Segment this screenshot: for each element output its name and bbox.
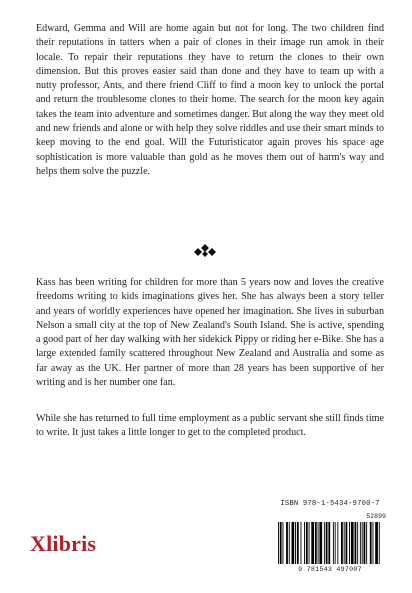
- barcode-bars: [276, 522, 384, 566]
- author-bio-paragraph: Kass has been writing for children for more than 5 years now and loves the creative freedoms writing to kids imaginations gives her. She has always been a story teller and years of worldly experiences have opened her imagination. She lives in suburban Nelson a small city at the top of New Zealand's South Island. She is active, spending a good part of her day walking with her sidekick Pippy or riding her e-Bike. She has a large extended family scattered throughout New Zealand and Australia and some as far away as the UK. Her partner of more than 28 years has been supportive of her writing and is her number one fan.: [36, 277, 384, 389]
- author-note-paragraph: While she has returned to full time employment as a public servant she still finds time to write. It just takes a little longer to get to the completed product.: [36, 413, 384, 439]
- isbn-label: ISBN 978-1-5434-9700-7: [280, 500, 380, 508]
- isbn-barcode: [272, 500, 388, 576]
- price-code: 52899: [366, 513, 386, 520]
- synopsis-paragraph: Edward, Gemma and Will are home again but not for long. The two children find their reputations in tatters when a pair of clones in their image run amok in their locale. To repair their reputations they have to return the clones to their own dimension. But this proves easier said than done and they have to team up with a nutty professor, Ants, and there friend Cliff to find a moon key to unlock the portal and return the troublesome clones to their home. The search for the moon key again takes the team into adventure and sometimes danger. But along the way they meet old and new friends and alone or with help they solve riddles and use their smart minds to keep moving to the end goal. Will the Futuristicator again proves his space age sophistication is more valuable than gold as he moves them out of harm's way and helps them solve the puzzle.: [36, 23, 384, 177]
- publisher-logo: Xlibris: [30, 531, 97, 556]
- barcode-number: 9 781543 497007: [298, 566, 362, 573]
- diamond-cluster-icon: [194, 244, 216, 258]
